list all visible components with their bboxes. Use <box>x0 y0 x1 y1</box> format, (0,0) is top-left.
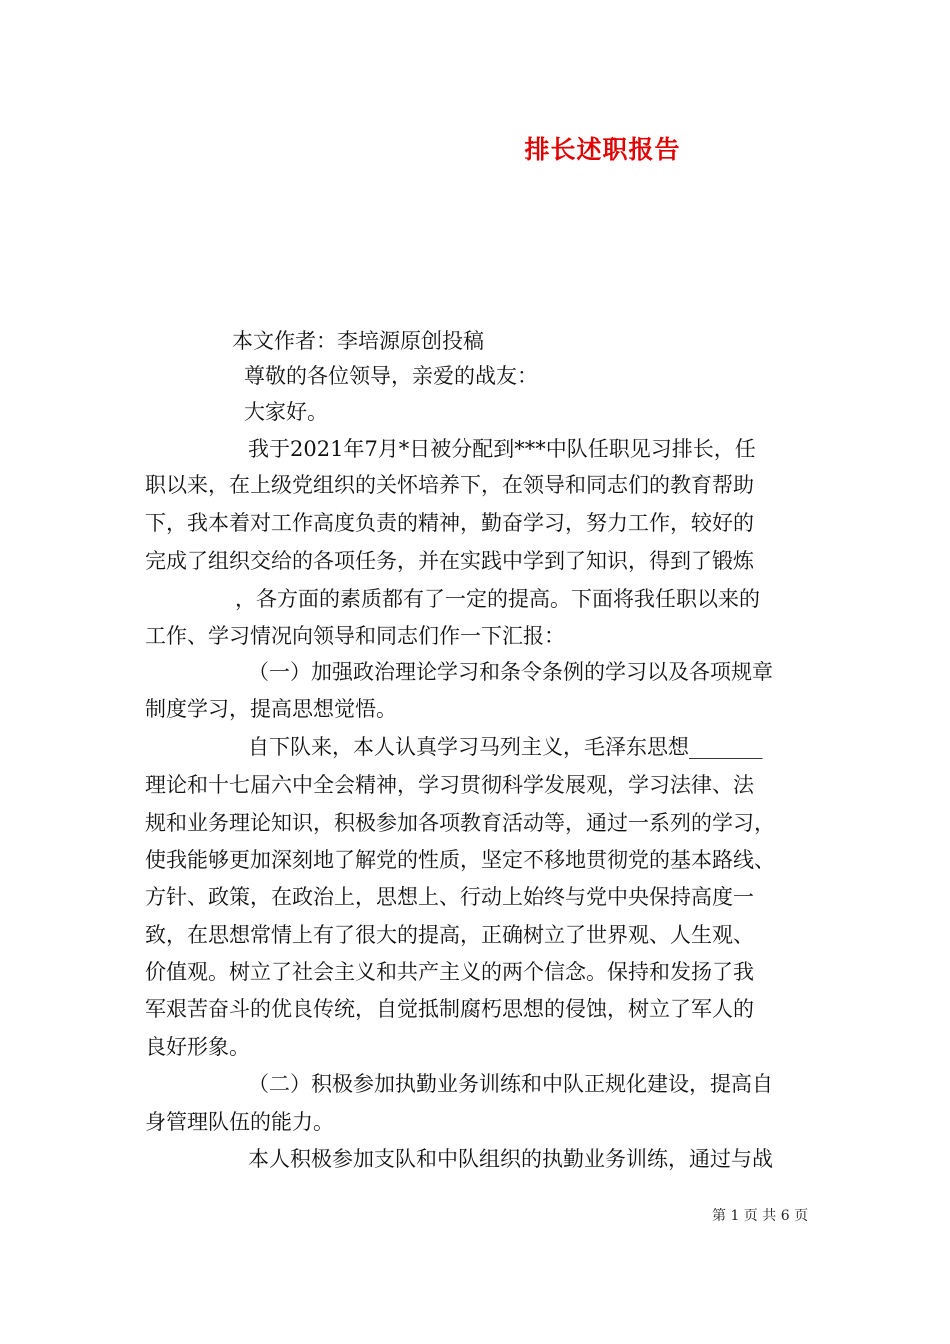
paragraph-line: 工作、学习情况向领导和同志们作一下汇报： <box>145 624 565 648</box>
paragraph-line: 方针、政策，在政治上，思想上、行动上始终与党中央保持高度一 <box>145 885 754 909</box>
paragraph-line: 下，我本着对工作高度负责的精神，勤奋学习，努力工作，较好的 <box>145 511 754 535</box>
paragraph-line: 规和业务理论知识，积极参加各项教育活动等，通过一系列的学习， <box>145 811 775 835</box>
section-heading: 制度学习，提高思想觉悟。 <box>145 697 397 721</box>
salutation: 尊敬的各位领导，亲爱的战友： <box>244 364 538 388</box>
author-line: 本文作者：李培源原创投稿 <box>232 329 484 353</box>
paragraph-line: 本人积极参加支队和中队组织的执勤业务训练，通过与战 <box>248 1147 773 1171</box>
paragraph-line: 良好形象。 <box>145 1035 250 1059</box>
paragraph-line: 职以来，在上级党组织的关怀培养下，在领导和同志们的教育帮助 <box>145 473 754 497</box>
paragraph-line: 完成了组织交给的各项任务，并在实践中学到了知识，得到了锻炼 <box>145 549 754 573</box>
greeting: 大家好。 <box>244 400 328 424</box>
paragraph-line: 自下队来，本人认真学习马列主义，毛泽东思想_______ <box>248 735 763 759</box>
paragraph-line: 理论和十七届六中全会精神，学习贯彻科学发展观，学习法律、法 <box>145 773 754 797</box>
paragraph-line: 价值观。树立了社会主义和共产主义的两个信念。保持和发扬了我 <box>145 960 754 984</box>
section-heading: （一）加强政治理论学习和条令条例的学习以及各项规章 <box>248 660 773 684</box>
page-title: 排长述职报告 <box>524 135 681 164</box>
paragraph-line: 军艰苦奋斗的优良传统，自觉抵制腐朽思想的侵蚀，树立了军人的 <box>145 997 754 1021</box>
paragraph-line: ，各方面的素质都有了一定的提高。下面将我任职以来的 <box>235 587 760 611</box>
section-heading: 身管理队伍的能力。 <box>145 1110 334 1134</box>
paragraph-line: 我于2021年7月*日被分配到***中队任职见习排长，任 <box>248 437 756 461</box>
paragraph-line: 使我能够更加深刻地了解党的性质，坚定不移地贯彻党的基本路线、 <box>145 848 775 872</box>
page-number: 第 1 页 共 6 页 <box>712 1208 809 1224</box>
section-heading: （二）积极参加执勤业务训练和中队正规化建设，提高自 <box>248 1072 773 1096</box>
paragraph-line: 致，在思想常情上有了很大的提高，正确树立了世界观、人生观、 <box>145 923 754 947</box>
